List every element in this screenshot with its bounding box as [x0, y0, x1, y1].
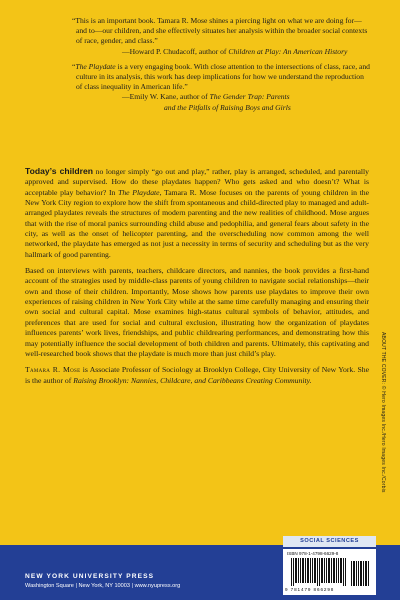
author-bio: Tamara R. Mose is Associate Professor of Sociology at Brooklyn College, City University of New York. She is the author of Raising Brooklyn: Nannies, Childcare, and Caribbeans Creating Community. — [25, 365, 369, 385]
cover-credit: ABOUT THE COVER: © Hero Images Inc./Hero Images Inc./Corbis — [380, 332, 386, 493]
description-lead: Today’s children — [25, 166, 94, 176]
book-description — [25, 166, 369, 392]
subject-category: SOCIAL SCIENCES — [283, 536, 376, 547]
endorsement-2-text: is a very engaging book. With close attention to the intersections of class, race, and culture in its analysis, this work has deep implications for how we understand the reproduction of class inequality in American life.” — [76, 61, 370, 92]
publisher-address: Washington Square | New York, NY 10003 | www.nyupress.org — [25, 583, 181, 589]
endorsement-2: “The Playdate is a very engaging book. With close attention to the intersections of class, race, and culture in its analysis, this work has deep implications for how we understand the reproduction of class inequality in American life.” —Emily W. Kane, author of The Gender Trap: Parents and the Pitfalls of Raising Boys and Girls — [72, 62, 372, 113]
endorsement-2-book-title: The Playdate — [75, 61, 116, 71]
author-previous-book: Raising Brooklyn: Nannies, Childcare, and Caribbeans Creating Community. — [73, 375, 312, 385]
endorsement-2-attribution-line2: and the Pitfalls of Raising Boys and Girls — [164, 102, 291, 112]
description-paragraph-2: Based on interviews with parents, teachers, childcare directors, and nannies, the book provides a first-hand account of the strategies used by middle-class parents of young children to navigate social relationships—their own and those of their children. Importantly, Mose shows how parents use playdates to improve their own experiences of raising children in New York City while at the same time carefully managing and ensuring their own social and cultural capital. Mose examines high-status cultural symbols of behavior, attitudes, and preferences that are used for social and cultural exclusion, illustrating how the organization of playdates influences parents’ work lives, friendships, and public childrearing performances, and demonstrating how this may potentially influence the social development of both children and parents. Ultimately, this captivating and well-researched book shows that the playdate is much more than just child’s play. — [25, 266, 369, 358]
barcode-icon — [291, 558, 347, 586]
description-paragraph-1: Today’s children no longer simply “go out and play,” rather, play is arranged, scheduled, and parentally approved and supervised. How do these playdates happen? Who gets asked and who doesn’t? What is acceptable play behavior? In The Playdate, Tamara R. Mose focuses on the parents of young children in the New York City region to explore how the shift from spontaneous and child-directed play to managed and adult-arranged playdates reveals the structures of modern parenting and the new realities of childhood. Mose argues that with the rise of moral panics surrounding child abuse and pedophilia, and general fears about safety in the city, as well as the onset of helicopter parenting, and the overscheduling now common among the well networked, the playdate has emerged as not just a necessity in terms of security and scheduling but as the very hallmark of good parenting. — [25, 166, 369, 259]
endorsement-2-attribution: —Emily W. Kane, author of The Gender Trap: Parents — [122, 92, 290, 102]
endorsement-1 — [72, 16, 372, 57]
author-name: Tamara R. Mose — [25, 365, 81, 375]
endorsement-1-text: “This is an important book. Tamara R. Mose shines a piercing light on what we are doing for—and to—our children, and she effectively situates her analysis within the broader social contexts of race, gender, and class.” — [72, 16, 368, 46]
endorsement-1-attribution: —Howard P. Chudacoff, author of Children at Play: An American History — [122, 46, 348, 56]
publisher-name: NEW YORK UNIVERSITY PRESS — [25, 573, 155, 580]
barcode-box — [283, 549, 376, 595]
price-barcode-icon — [351, 558, 371, 586]
isbn-text: ISBN 978-1-4798-6629-8 — [287, 551, 339, 556]
endorsements — [72, 16, 372, 118]
barcode-digits: 9 781479 866298 — [285, 587, 335, 592]
